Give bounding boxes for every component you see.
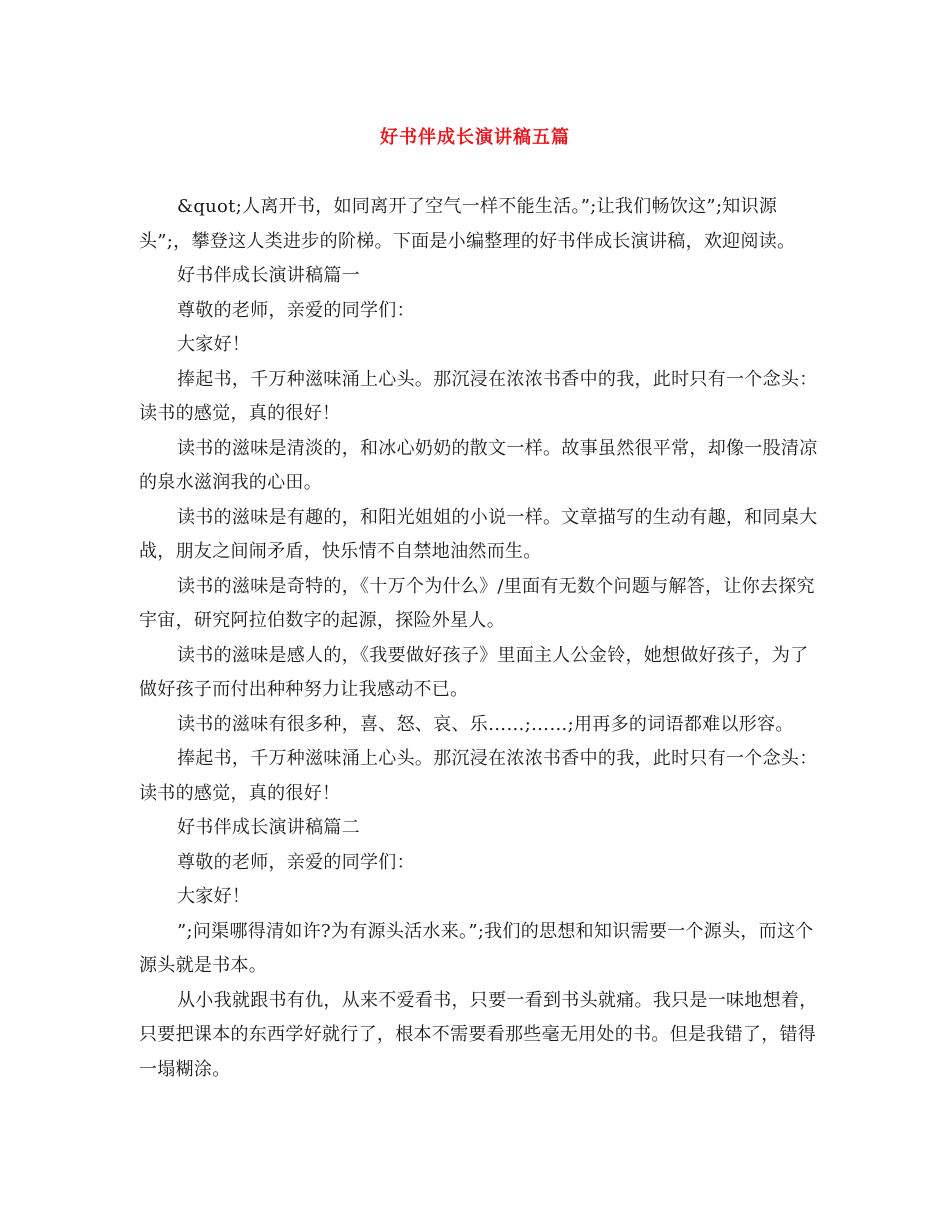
document-body — [139, 190, 819, 1087]
paragraph-greeting: 大家好！ — [177, 334, 251, 355]
paragraph: 读书的滋味是有趣的，和阳光姐姐的小说一样。文章描写的生动有趣，和同桌大战，朋友之间闹矛盾，快乐情不自禁地油然而生。 — [139, 506, 818, 562]
paragraph: ”;问渠哪得清如许?为有源头活水来。”;我们的思想和知识需要一个源头，而这个源头就是书本。 — [139, 920, 814, 976]
paragraph: 从小我就跟书有仇，从来不爱看书，只要一看到书头就痛。我只是一味地想着，只要把课本的东西学好就行了，根本不需要看那些毫无用处的书。但是我错了，错得一塌糊涂。 — [139, 989, 818, 1080]
section-heading-1: 好书伴成长演讲稿篇一 — [177, 265, 360, 286]
paragraph-intro: &quot;人离开书，如同离开了空气一样不能生活。”;让我们畅饮这”;知识源头”;，攀登这人类进步的阶梯。下面是小编整理的好书伴成长演讲稿，欢迎阅读。 — [139, 196, 796, 252]
paragraph: 读书的滋味是感人的，《我要做好孩子》里面主人公金铃，她想做好孩子，为了做好孩子而付出种种努力让我感动不已。 — [139, 644, 809, 700]
paragraph-salutation: 尊敬的老师，亲爱的同学们： — [177, 851, 415, 873]
paragraph: 读书的滋味是奇特的，《十万个为什么》/里面有无数个问题与解答，让你去探究宇宙，研究阿拉伯数字的起源，探险外星人。 — [139, 575, 815, 631]
paragraph: 捧起书，千万种滋味涌上心头。那沉浸在浓浓书香中的我，此时只有一个念头：读书的感觉，真的很好！ — [139, 748, 818, 804]
paragraph-salutation: 尊敬的老师，亲爱的同学们： — [177, 299, 415, 321]
document-title: 好书伴成长演讲稿五篇 — [380, 127, 570, 148]
section-heading-2: 好书伴成长演讲稿篇二 — [177, 817, 360, 838]
paragraph-greeting: 大家好！ — [177, 886, 251, 907]
paragraph: 读书的滋味是清淡的，和冰心奶奶的散文一样。故事虽然很平常，却像一股清凉的泉水滋润我的心田。 — [139, 437, 818, 493]
paragraph: 捧起书，千万种滋味涌上心头。那沉浸在浓浓书香中的我，此时只有一个念头：读书的感觉，真的很好！ — [139, 368, 818, 424]
paragraph: 读书的滋味有很多种，喜、怒、哀、乐……;……;用再多的词语都难以形容。 — [177, 713, 794, 735]
